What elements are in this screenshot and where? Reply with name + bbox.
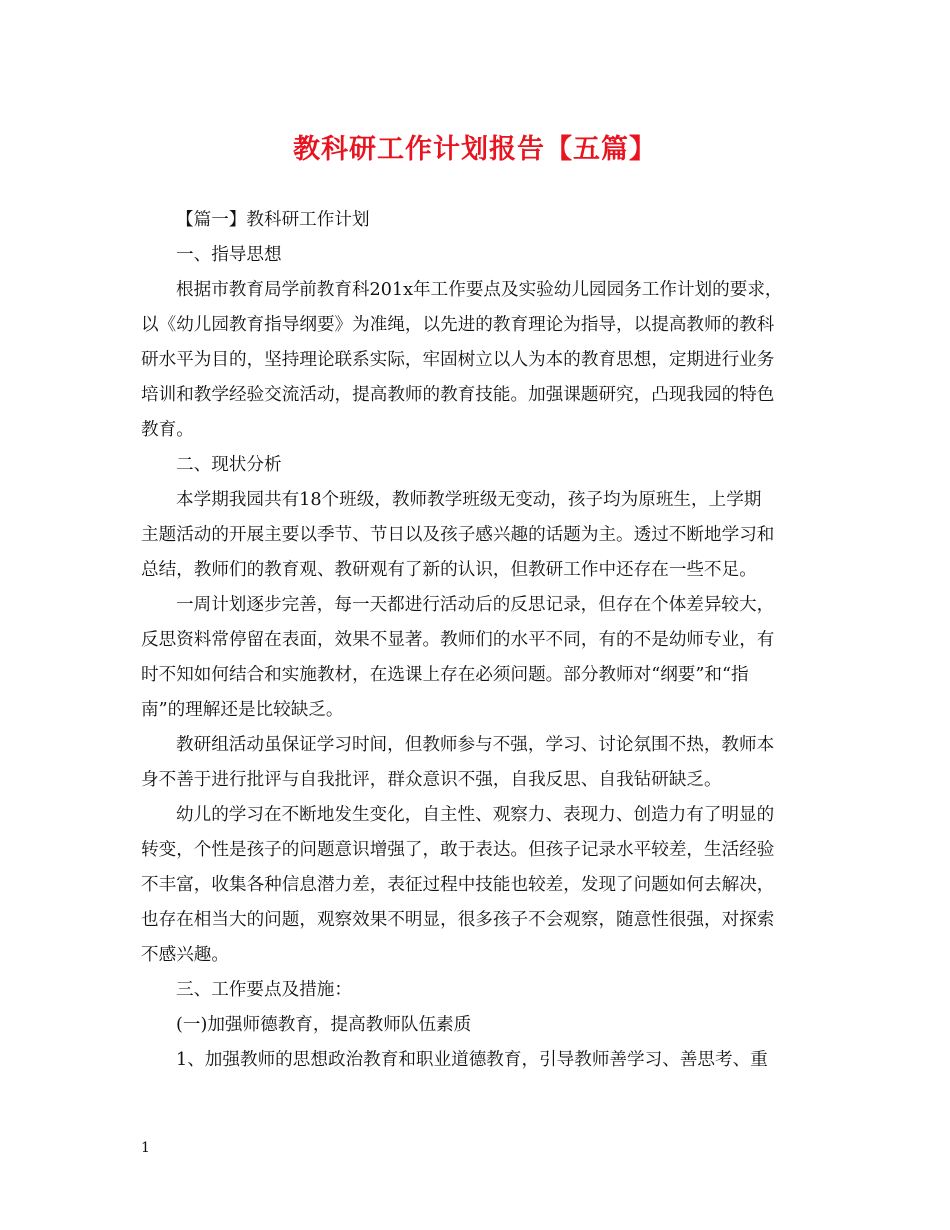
text-line: 教育。 — [141, 420, 194, 440]
text-line: 不丰富，收集各种信息潜力差，表征过程中技能也较差，发现了问题如何去解决， — [141, 875, 775, 895]
text-line: 1、加强教师的思想政治教育和职业道德教育，引导教师善学习、善思考、重 — [176, 1050, 768, 1070]
text-line: 也存在相当大的问题，观察效果不明显，很多孩子不会观察，随意性很强，对探索 — [141, 910, 775, 930]
document-body — [141, 205, 821, 1080]
text-line: 不感兴趣。 — [141, 945, 229, 965]
page-number: 1 — [141, 1140, 150, 1156]
text-line: 根据市教育局学前教育科201x年工作要点及实验幼儿园园务工作计划的要求， — [176, 280, 783, 300]
text-line: 转变，个性是孩子的问题意识增强了，敢于表达。但孩子记录水平较差，生活经验 — [141, 840, 775, 860]
text-line: 幼儿的学习在不断地发生变化，自主性、观察力、表现力、创造力有了明显的 — [176, 805, 775, 825]
text-line: 主题活动的开展主要以季节、节日以及孩子感兴趣的话题为主。透过不断地学习和 — [141, 525, 775, 545]
text-line: 培训和教学经验交流活动，提高教师的教育技能。加强课题研究，凸现我园的特色 — [141, 385, 775, 405]
text-line: (一)加强师德教育，提高教师队伍素质 — [176, 1015, 472, 1035]
text-line: 一周计划逐步完善，每一天都进行活动后的反思记录，但存在个体差异较大， — [176, 595, 775, 615]
text-line: 南”的理解还是比较缺乏。 — [141, 700, 344, 720]
text-line: 【篇一】教科研工作计划 — [176, 210, 370, 230]
text-line: 总结，教师们的教育观、教研观有了新的认识，但教研工作中还存在一些不足。 — [141, 560, 757, 580]
text-line: 身不善于进行批评与自我批评，群众意识不强，自我反思、自我钻研缺乏。 — [141, 770, 722, 790]
text-line: 本学期我园共有18个班级，教师教学班级无变动，孩子均为原班生，上学期 — [176, 490, 762, 510]
text-line: 研水平为目的，坚持理论联系实际，牢固树立以人为本的教育思想，定期进行业务 — [141, 350, 775, 370]
document-title: 教科研工作计划报告【五篇】 — [293, 134, 657, 165]
text-line: 二、现状分析 — [176, 455, 282, 475]
text-line: 时不知如何结合和实施教材，在选课上存在必须问题。部分教师对“纲要”和“指 — [141, 665, 749, 685]
text-line: 反思资料常停留在表面，效果不显著。教师们的水平不同，有的不是幼师专业，有 — [141, 630, 775, 650]
text-line: 三、工作要点及措施： — [176, 980, 352, 1000]
text-line: 以《幼儿园教育指导纲要》为准绳，以先进的教育理论为指导，以提高教师的教科 — [141, 315, 775, 335]
text-line: 一、指导思想 — [176, 245, 282, 265]
text-line: 教研组活动虽保证学习时间，但教师参与不强，学习、讨论氛围不热，教师本 — [176, 735, 775, 755]
